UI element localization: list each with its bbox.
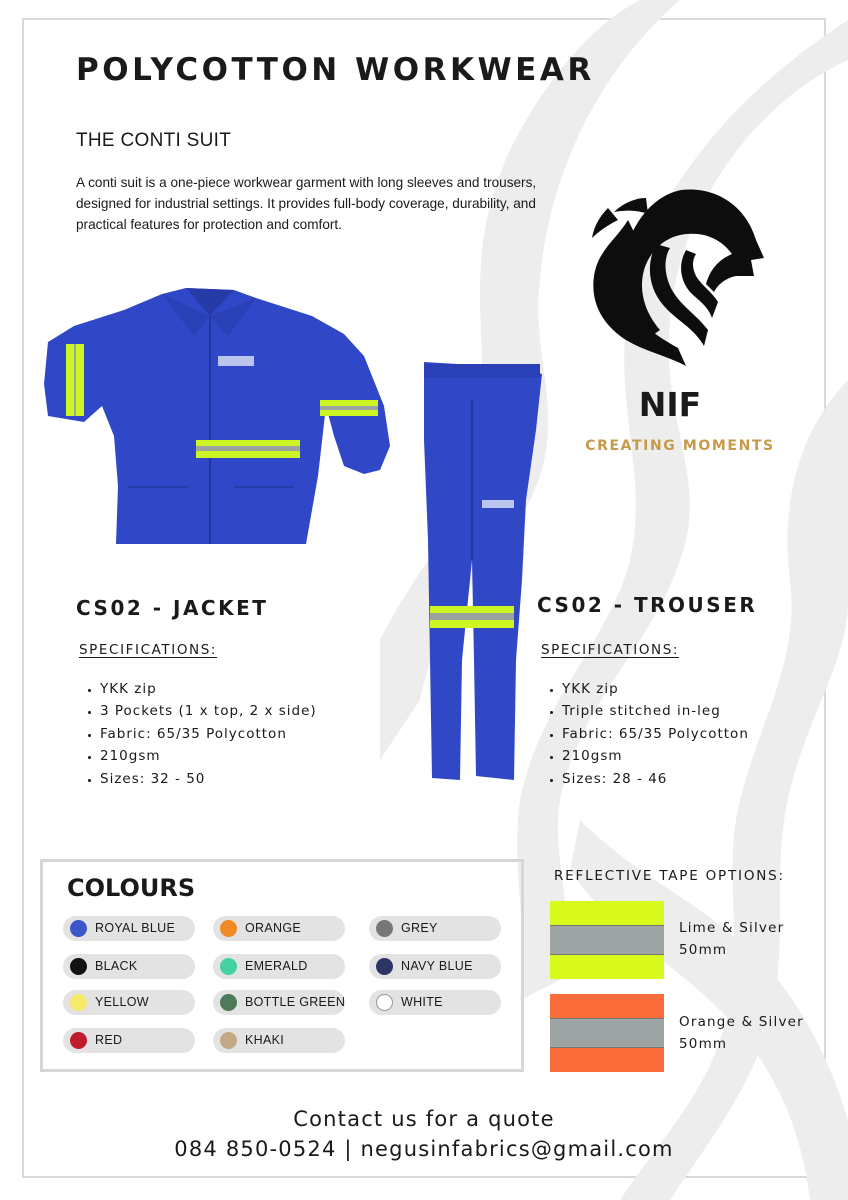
brand-tagline: CREATING MOMENTS <box>585 438 775 454</box>
tape-options-title: REFLECTIVE TAPE OPTIONS: <box>554 868 785 884</box>
tape-label-lime-silver <box>679 917 784 961</box>
tape-swatch-orange-silver <box>550 994 664 1072</box>
trouser-spec-list <box>544 678 749 790</box>
trouser-spec-label: SPECIFICATIONS: <box>541 642 680 658</box>
colour-label: KHAKI <box>245 1033 285 1047</box>
jacket-spec-list <box>82 678 317 790</box>
tape-size: 50mm <box>679 1036 728 1052</box>
colour-dot <box>220 920 237 937</box>
jacket-image <box>44 286 392 548</box>
tape-size: 50mm <box>679 942 728 958</box>
page-subtitle: THE CONTI SUIT <box>76 130 232 151</box>
spec-item: • YKK zip <box>100 678 317 700</box>
colour-swatch-red <box>63 1028 195 1053</box>
colour-swatch-yellow <box>63 990 195 1015</box>
spec-item: • Fabric: 65/35 Polycotton <box>562 723 749 745</box>
colour-dot <box>376 920 393 937</box>
colour-dot <box>70 994 87 1011</box>
spec-item: • Sizes: 32 - 50 <box>100 768 317 790</box>
colour-label: NAVY BLUE <box>401 959 473 973</box>
brand-name: NIF <box>638 385 702 424</box>
colour-label: GREY <box>401 921 438 935</box>
trouser-image <box>418 360 546 784</box>
colour-label: WHITE <box>401 995 443 1009</box>
contact-cta: Contact us for a quote <box>293 1107 555 1131</box>
colour-label: YELLOW <box>95 995 149 1009</box>
spec-item: • 210gsm <box>100 745 317 767</box>
colour-swatch-royal-blue <box>63 916 195 941</box>
colour-dot <box>70 920 87 937</box>
colour-swatch-white <box>369 990 501 1015</box>
tape-name: Lime & Silver <box>679 920 785 936</box>
colour-dot <box>70 1032 87 1049</box>
colour-swatch-emerald <box>213 954 345 979</box>
colour-dot <box>220 958 237 975</box>
colour-swatch-bottle-green <box>213 990 345 1015</box>
jacket-title: CS02 - JACKET <box>76 596 269 620</box>
spec-item: • 210gsm <box>562 745 749 767</box>
colour-dot <box>220 994 237 1011</box>
colour-label: RED <box>95 1033 123 1047</box>
colours-title: COLOURS <box>67 874 196 902</box>
colour-swatch-orange <box>213 916 345 941</box>
colour-swatch-black <box>63 954 195 979</box>
colour-dot <box>220 1032 237 1049</box>
spec-item: • Sizes: 28 - 46 <box>562 768 749 790</box>
colour-label: ORANGE <box>245 921 301 935</box>
trouser-title: CS02 - TROUSER <box>537 593 758 617</box>
spec-item: • Triple stitched in-leg <box>562 700 749 722</box>
intro-paragraph: A conti suit is a one-piece workwear garment with long sleeves and trousers, designed for industrial settings. It provides full-body coverage, durability, and practical features for protection and comfort. <box>76 175 537 232</box>
lion-head-icon <box>586 180 766 370</box>
tape-swatch-lime-silver <box>550 901 664 979</box>
tape-name: Orange & Silver <box>679 1014 804 1030</box>
colour-label: EMERALD <box>245 959 308 973</box>
tape-label-orange-silver <box>679 1011 804 1055</box>
contact-details: 084 850-0524 | negusinfabrics@gmail.com <box>174 1137 674 1161</box>
jacket-spec-label: SPECIFICATIONS: <box>79 642 218 658</box>
colour-dot <box>70 958 87 975</box>
colour-label: BOTTLE GREEN <box>245 995 346 1009</box>
spec-item: • YKK zip <box>562 678 749 700</box>
colours-panel <box>40 859 524 1072</box>
colour-label: ROYAL BLUE <box>95 921 176 935</box>
colour-label: BLACK <box>95 959 138 973</box>
colour-dot <box>376 958 393 975</box>
colour-swatch-khaki <box>213 1028 345 1053</box>
spec-item: • Fabric: 65/35 Polycotton <box>100 723 317 745</box>
spec-item: • 3 Pockets (1 x top, 2 x side) <box>100 700 317 722</box>
colour-swatch-grey <box>369 916 501 941</box>
colour-dot <box>376 994 393 1011</box>
page-title: POLYCOTTON WORKWEAR <box>76 52 595 88</box>
colour-swatch-navy-blue <box>369 954 501 979</box>
